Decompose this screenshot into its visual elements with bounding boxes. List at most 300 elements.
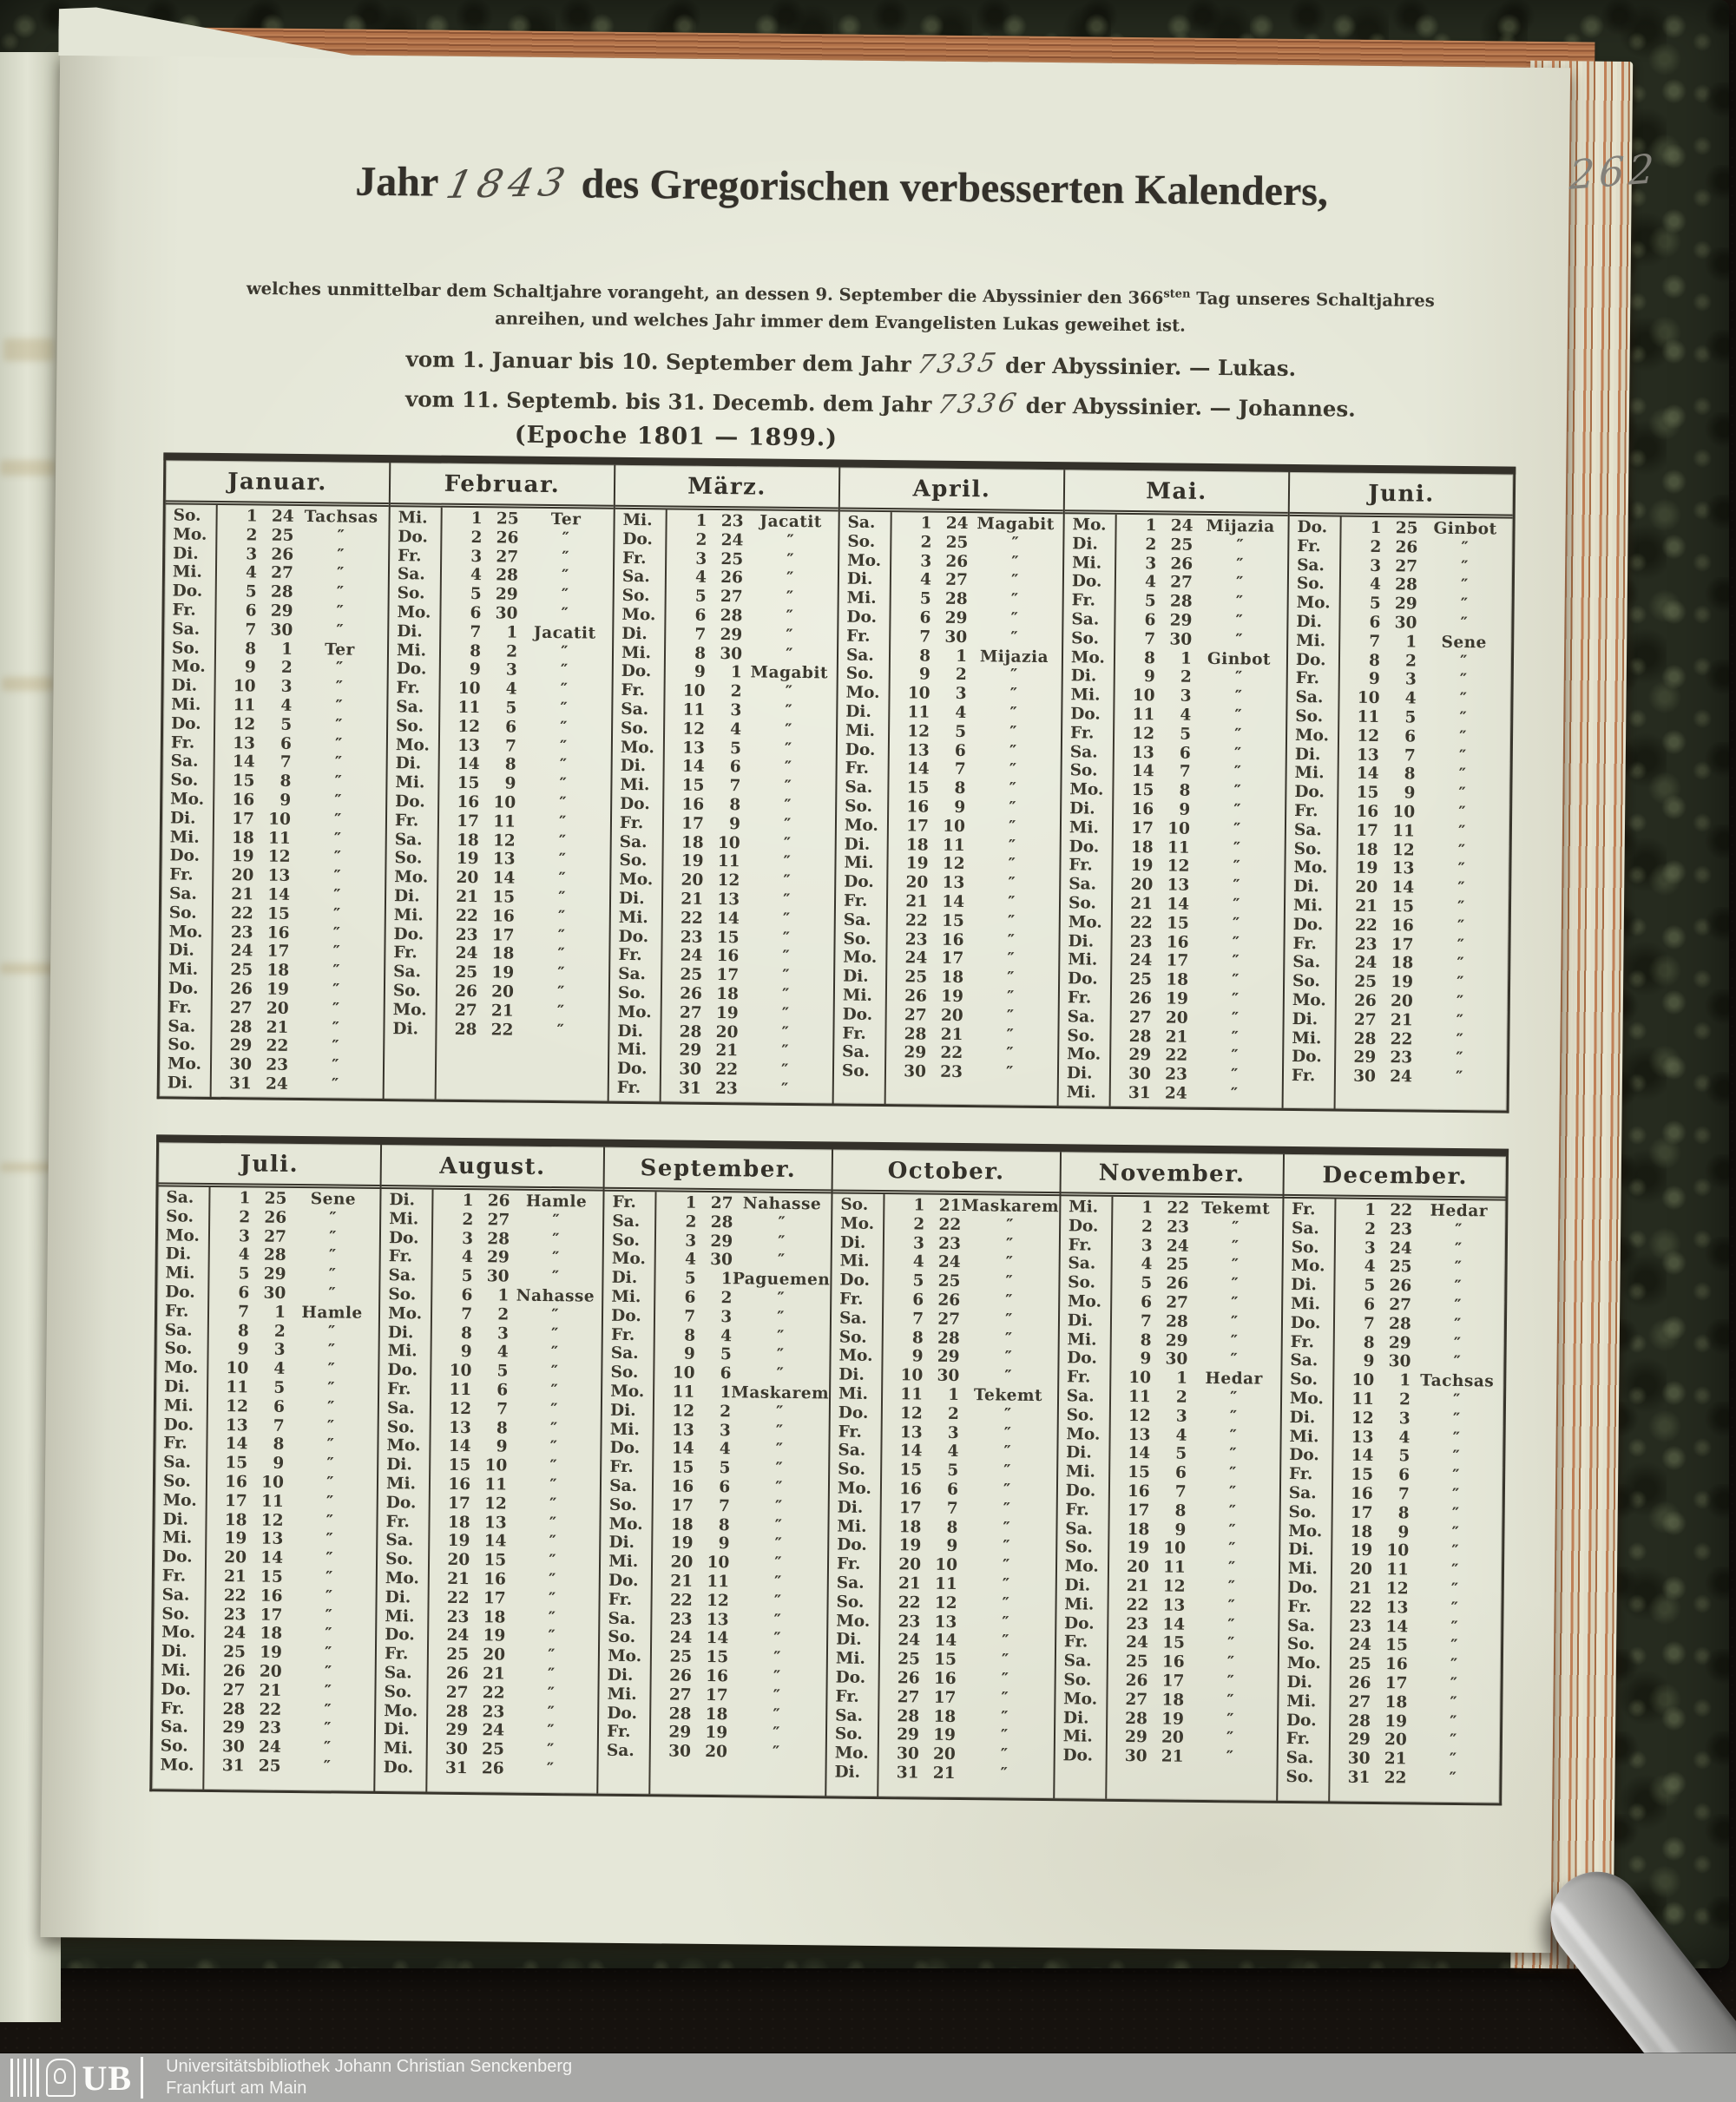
abyssinian-day: 7	[1404, 746, 1416, 765]
weekday-abbreviation: So.	[836, 1593, 865, 1612]
abyssinian-month-label: ″	[547, 1665, 556, 1685]
day-row	[1055, 1690, 1277, 1711]
day-row	[380, 1304, 602, 1325]
abyssinian-month-label: ″	[1230, 1313, 1239, 1332]
gregorian-day: 22	[904, 911, 928, 930]
weekday-abbreviation: Di.	[387, 1323, 414, 1342]
day-row	[380, 1285, 602, 1306]
day-row	[1058, 1481, 1279, 1502]
abyssinian-month-label: ″	[324, 1663, 332, 1682]
day-row	[1284, 1048, 1507, 1068]
day-row	[378, 1569, 599, 1590]
abyssinian-month-label: ″	[1234, 687, 1243, 706]
abyssinian-month-label: ″	[332, 1037, 340, 1056]
day-row	[600, 1609, 826, 1631]
abyssinian-month-label: Hamle	[301, 1303, 363, 1323]
abyssinian-day: 17	[933, 1688, 957, 1707]
weekday-abbreviation: Mi.	[161, 1661, 191, 1680]
abyssinian-day: 1	[720, 1383, 732, 1402]
abyssinian-day: 14	[483, 1532, 507, 1551]
gregorian-day: 17	[457, 811, 480, 831]
gregorian-day: 11	[1357, 707, 1380, 726]
day-row	[615, 548, 838, 569]
gregorian-day: 3	[1370, 556, 1382, 575]
weekday-abbreviation: Sa.	[397, 565, 425, 584]
day-row	[1060, 1255, 1281, 1276]
abyssinian-month-label: ″	[783, 815, 792, 834]
abyssinian-day: 15	[716, 928, 740, 947]
day-row	[830, 1461, 1056, 1482]
abyssinian-month-label: Ter	[325, 640, 355, 660]
abyssinian-day: 15	[1391, 897, 1415, 916]
gregorian-day: 21	[447, 1569, 470, 1589]
abyssinian-day: 2	[273, 1322, 286, 1341]
abyssinian-month-label: ″	[549, 1476, 558, 1495]
abyssinian-day: 22	[1390, 1201, 1413, 1220]
gregorian-day: 17	[671, 1496, 694, 1515]
weekday-abbreviation: Sa.	[168, 1016, 196, 1036]
gregorian-day: 15	[1356, 783, 1379, 803]
weekday-abbreviation: Fr.	[621, 681, 645, 700]
abyssinian-month-label: ″	[1457, 879, 1466, 898]
day-row	[827, 1725, 1054, 1747]
abyssinian-day: 27	[271, 564, 294, 583]
abyssinian-month-label: ″	[560, 661, 569, 680]
gregorian-day: 21	[1355, 897, 1378, 916]
abyssinian-day: 13	[1385, 1598, 1409, 1618]
abyssinian-month-label: ″	[1461, 538, 1470, 557]
abyssinian-month-label: ″	[326, 1511, 334, 1530]
day-row	[1059, 1083, 1282, 1104]
abyssinian-month-label: ″	[1449, 1731, 1457, 1751]
weekday-abbreviation: Sa.	[621, 568, 650, 587]
abyssinian-day: 7	[954, 760, 966, 779]
abyssinian-day: 12	[1385, 1580, 1409, 1599]
weekday-abbreviation: Do.	[385, 1626, 415, 1645]
gregorian-day: 30	[1353, 1067, 1377, 1087]
day-row	[1061, 1198, 1282, 1219]
day-row	[839, 570, 1062, 591]
abyssinian-month-label: ″	[1454, 1239, 1463, 1258]
gregorian-day: 20	[681, 870, 704, 890]
abyssinian-month-label: ″	[336, 564, 345, 583]
weekday-abbreviation: Mo.	[1292, 990, 1326, 1010]
day-row	[614, 606, 837, 627]
weekday-abbreviation: Di.	[617, 1021, 644, 1041]
weekday-abbreviation: Sa.	[396, 698, 424, 717]
abyssinian-day: 7	[718, 1496, 731, 1515]
weekday-abbreviation: Mi.	[162, 1528, 193, 1548]
abyssinian-month-label: ″	[1233, 877, 1241, 896]
weekday-abbreviation: Fr.	[163, 1434, 187, 1454]
abyssinian-day: 8	[1404, 765, 1416, 784]
weekday-abbreviation: Di.	[1064, 1576, 1091, 1595]
abyssinian-month-label: ″	[1226, 1729, 1234, 1748]
day-row	[1284, 1028, 1507, 1049]
abyssinian-month-label: ″	[1231, 1008, 1240, 1028]
day-row	[830, 1498, 1056, 1520]
abyssinian-day: 14	[716, 909, 740, 929]
abyssinian-day: 6	[946, 1480, 959, 1499]
gregorian-day: 1	[920, 514, 932, 533]
gregorian-day: 13	[907, 740, 930, 760]
abyssinian-month-label: ″	[1011, 553, 1020, 572]
gregorian-day: 23	[898, 1612, 921, 1632]
weekday-abbreviation: Mo.	[167, 1054, 202, 1074]
abyssinian-day: 3	[947, 1423, 959, 1442]
day-row	[385, 1001, 608, 1021]
abyssinian-month-label: ″	[784, 777, 792, 797]
abyssinian-month-label: ″	[326, 1474, 335, 1493]
abyssinian-day: 19	[941, 987, 964, 1006]
abyssinian-day: 13	[717, 890, 740, 910]
day-row	[160, 1036, 383, 1057]
gregorian-day: 21	[1349, 1579, 1372, 1598]
weekday-abbreviation: Mi.	[385, 1606, 415, 1626]
abyssinian-day: 5	[1180, 725, 1192, 744]
abyssinian-month-label: ″	[333, 829, 342, 849]
gregorian-day: 3	[1141, 1236, 1153, 1255]
abyssinian-month-label: ″	[1233, 838, 1241, 857]
day-row	[387, 831, 610, 851]
weekday-abbreviation: Sa.	[172, 620, 201, 639]
day-row	[376, 1701, 597, 1722]
day-row	[1288, 613, 1511, 634]
abyssinian-day: 26	[945, 552, 969, 571]
gregorian-day: 3	[246, 544, 258, 564]
abyssinian-day: 23	[259, 1718, 282, 1738]
weekday-abbreviation: Mo.	[1286, 1654, 1321, 1673]
gregorian-day: 13	[672, 1421, 694, 1440]
abyssinian-month-label: ″	[782, 966, 791, 986]
day-row	[1059, 1368, 1280, 1389]
library-name-line1: Universitätsbibliothek Johann Christian Senckenberg	[166, 2057, 573, 2076]
day-row	[386, 887, 609, 908]
weekday-abbreviation: Di.	[1293, 877, 1319, 897]
day-row	[389, 622, 612, 643]
gregorian-day: 16	[225, 1473, 248, 1492]
weekday-abbreviation: So.	[397, 584, 425, 603]
abyssinian-day: 7	[729, 777, 741, 796]
day-row	[838, 740, 1061, 761]
abyssinian-month-label: ″	[548, 1646, 556, 1665]
weekday-abbreviation: Fr.	[1288, 1465, 1313, 1484]
day-row	[164, 639, 387, 660]
day-row	[1061, 894, 1284, 915]
day-row	[600, 1647, 826, 1669]
abyssinian-month-label: ″	[547, 1684, 556, 1703]
weekday-abbreviation: Do.	[172, 581, 203, 601]
abyssinian-day: 6	[954, 741, 966, 760]
day-row	[1281, 1446, 1503, 1467]
abyssinian-month-label: ″	[1229, 1426, 1238, 1445]
weekday-abbreviation: Di.	[161, 1642, 187, 1661]
day-row	[612, 776, 835, 797]
abyssinian-month-label: ″	[334, 734, 343, 754]
abyssinian-day: 14	[1385, 1617, 1409, 1636]
abyssinian-month-label: ″	[324, 1700, 332, 1719]
abyssinian-month-label: ″	[1011, 534, 1020, 553]
abyssinian-month-label: ″	[1007, 912, 1016, 931]
day-row	[615, 587, 838, 608]
abyssinian-day: 20	[483, 1645, 506, 1665]
weekday-abbreviation: Mo.	[1294, 726, 1330, 746]
abyssinian-month-label: ″	[547, 1703, 556, 1722]
abyssinian-month-label: ″	[780, 1061, 789, 1081]
gregorian-day: 19	[898, 1536, 922, 1555]
weekday-abbreviation: Mo.	[836, 1612, 871, 1631]
abyssinian-month-label: ″	[1235, 593, 1244, 612]
weekday-abbreviation: Mo.	[168, 922, 203, 942]
abyssinian-month-label: ″	[1236, 536, 1245, 555]
abyssinian-month-label: ″	[549, 1570, 556, 1590]
abyssinian-day: 23	[940, 1062, 963, 1082]
gregorian-day: 24	[680, 946, 703, 966]
abyssinian-month-label: ″	[562, 529, 570, 548]
abyssinian-day: 1	[506, 623, 518, 642]
weekday-abbreviation: Do.	[1069, 837, 1100, 857]
gregorian-day: 6	[1144, 611, 1156, 630]
weekday-abbreviation: Mi.	[1072, 553, 1102, 573]
abyssinian-month-label: ″	[1232, 933, 1240, 952]
gregorian-day: 11	[907, 703, 930, 722]
weekday-abbreviation: Mo.	[845, 683, 880, 703]
gregorian-day: 30	[445, 1739, 469, 1759]
weekday-abbreviation: Sa.	[1287, 1616, 1316, 1635]
abyssinian-month-label: ″	[775, 1422, 784, 1441]
gregorian-day: 10	[1357, 688, 1380, 708]
abyssinian-day: 8	[496, 1418, 508, 1438]
day-row	[1285, 991, 1508, 1012]
day-row	[1062, 780, 1285, 801]
abyssinian-day: 21	[259, 1681, 282, 1700]
abyssinian-month-label: ″	[777, 1308, 786, 1327]
gregorian-day: 15	[1128, 1463, 1151, 1482]
abyssinian-month-label: ″	[1451, 1523, 1460, 1542]
day-row	[614, 643, 837, 664]
day-row	[390, 584, 613, 605]
abyssinian-day: 7	[496, 1400, 509, 1419]
abyssinian-month-label: ″	[1009, 666, 1018, 686]
gregorian-day: 22	[898, 1593, 921, 1613]
weekday-abbreviation: Do.	[622, 529, 654, 549]
weekday-abbreviation: So.	[164, 1339, 193, 1359]
abyssinian-day: 18	[716, 984, 740, 1004]
gregorian-day: 5	[694, 587, 707, 607]
day-row	[604, 1231, 831, 1252]
day-row	[387, 811, 610, 832]
day-row	[377, 1645, 598, 1665]
weekday-abbreviation: Di.	[1067, 1311, 1094, 1330]
day-row	[1064, 591, 1287, 612]
weekday-abbreviation: Di.	[385, 1587, 411, 1607]
weekday-abbreviation: Di.	[1289, 1408, 1316, 1428]
abyssinian-month-label: ″	[324, 1682, 332, 1701]
abyssinian-day: 6	[719, 1478, 731, 1497]
abyssinian-day: 19	[933, 1726, 957, 1745]
abyssinian-day: 18	[1391, 954, 1414, 973]
weekday-abbreviation: Mi.	[617, 1041, 648, 1060]
day-row	[1055, 1746, 1276, 1767]
abyssinian-day: 19	[705, 1724, 728, 1743]
day-row	[155, 1510, 376, 1531]
abyssinian-month-label: ″	[1455, 1068, 1463, 1087]
day-row	[1062, 743, 1286, 764]
weekday-abbreviation: Do.	[1295, 650, 1326, 669]
abyssinian-month-label: ″	[560, 700, 569, 719]
gregorian-day: 2	[1364, 1219, 1377, 1238]
day-row	[155, 1586, 376, 1606]
abyssinian-month-label: Nahasse	[516, 1286, 595, 1306]
gregorian-day: 30	[1124, 1747, 1147, 1766]
abyssinian-month-label: ″	[1233, 896, 1241, 915]
abyssinian-day: 24	[937, 1253, 961, 1272]
abyssinian-day: 14	[934, 1632, 957, 1651]
day-row	[1279, 1673, 1500, 1694]
abyssinian-day: 22	[938, 1215, 962, 1234]
gregorian-day: 7	[238, 1303, 250, 1322]
day-row	[154, 1661, 375, 1682]
abyssinian-month-label: ″	[1230, 1331, 1239, 1350]
day-row	[1055, 1709, 1277, 1730]
month-column	[383, 463, 615, 1101]
gregorian-day: 8	[470, 641, 482, 660]
abyssinian-month-label: ″	[774, 1516, 783, 1535]
weekday-abbreviation: Di.	[397, 621, 423, 641]
day-row	[1056, 1614, 1278, 1635]
gregorian-day: 28	[1353, 1029, 1377, 1048]
day-row	[832, 1252, 1059, 1274]
abyssinian-month-label: ″	[1454, 1258, 1463, 1278]
gregorian-day: 4	[245, 563, 258, 582]
gregorian-day: 3	[238, 1226, 251, 1246]
weekday-abbreviation: So.	[619, 851, 648, 870]
weekday-abbreviation: Mi.	[1290, 1294, 1321, 1314]
month-column	[1053, 1152, 1283, 1801]
title-rest: des Gregorischen verbesserten Kalenders,	[581, 161, 1329, 215]
day-row	[1285, 1010, 1508, 1031]
gregorian-day: 25	[1125, 1652, 1148, 1672]
abyssinian-day: 30	[495, 604, 518, 623]
gregorian-day: 9	[911, 1347, 924, 1366]
abyssinian-day: 2	[730, 682, 742, 701]
day-row	[162, 809, 385, 830]
abyssinian-month-label: ″	[1452, 1467, 1461, 1486]
abyssinian-month-label: ″	[1233, 820, 1241, 839]
weekday-abbreviation: Fr.	[839, 1290, 864, 1309]
weekday-abbreviation: Di.	[1062, 1708, 1089, 1728]
gregorian-day: 16	[1131, 799, 1154, 819]
gregorian-day: 15	[681, 776, 705, 796]
gregorian-day: 24	[230, 942, 253, 961]
day-row	[1057, 1501, 1279, 1521]
weekday-abbreviation: Mi.	[844, 853, 874, 873]
abyssinian-day: 18	[483, 1607, 506, 1627]
day-row	[1281, 1465, 1503, 1486]
gregorian-day: 11	[1132, 706, 1155, 725]
gregorian-day: 5	[1364, 1277, 1376, 1296]
abyssinian-month-label: ″	[785, 701, 793, 720]
day-row	[381, 1210, 602, 1231]
abyssinian-day: 23	[1390, 1219, 1413, 1239]
gregorian-day: 25	[230, 961, 253, 980]
abyssinian-day: 19	[1166, 989, 1188, 1008]
abyssinian-month-label: ″	[1006, 1216, 1015, 1235]
gregorian-day: 21	[1130, 894, 1154, 914]
gregorian-day: 28	[1125, 1709, 1148, 1728]
abyssinian-month-label: ″	[1450, 1693, 1458, 1712]
weekday-abbreviation: Do.	[1071, 572, 1102, 592]
abyssinian-day: 4	[720, 1326, 733, 1345]
abyssinian-day: 29	[270, 601, 293, 621]
day-row	[601, 1572, 827, 1593]
abyssinian-month-label: ″	[1231, 990, 1240, 1009]
weekday-abbreviation: Di.	[393, 887, 420, 906]
abyssinian-day: 17	[491, 925, 515, 945]
weekday-abbreviation: Di.	[618, 889, 645, 909]
library-name	[166, 2056, 572, 2099]
abyssinian-month-label: ″	[1006, 988, 1015, 1007]
abyssinian-day: 2	[280, 659, 293, 678]
gregorian-day: 20	[456, 869, 479, 888]
abyssinian-month-label: ″	[784, 796, 792, 815]
day-row	[379, 1418, 601, 1439]
day-row	[829, 1517, 1055, 1539]
weekday-abbreviation: Sa.	[1290, 1351, 1318, 1370]
gregorian-day: 12	[1132, 724, 1155, 744]
abyssinian-day: 16	[1166, 932, 1189, 952]
gregorian-day: 1	[1370, 518, 1382, 538]
abyssinian-month-label: ″	[333, 867, 342, 886]
day-row	[839, 513, 1062, 534]
day-row	[1062, 705, 1286, 726]
day-row	[1285, 953, 1508, 974]
abyssinian-day: 11	[267, 829, 291, 848]
gregorian-day: 26	[222, 1662, 246, 1681]
abyssinian-day: 21	[1390, 1010, 1413, 1030]
day-row	[603, 1288, 830, 1310]
abyssinian-day: 28	[1395, 575, 1417, 594]
weekday-abbreviation: Do.	[396, 660, 427, 679]
abyssinian-day: 25	[258, 1757, 281, 1776]
abyssinian-day: 27	[937, 1310, 961, 1329]
month-name: Mai.	[1065, 470, 1289, 516]
weekday-abbreviation: Fr.	[1294, 801, 1318, 821]
weekday-abbreviation: Mi.	[846, 588, 877, 608]
gregorian-day: 23	[1354, 935, 1378, 954]
abyssinian-month-label: ″	[557, 926, 566, 945]
gregorian-day: 19	[681, 851, 704, 871]
weekday-abbreviation: Mo.	[1072, 516, 1107, 535]
day-row	[1281, 1484, 1503, 1505]
weekday-abbreviation: Sa.	[384, 1663, 412, 1683]
abyssinian-month-label: ″	[549, 1438, 558, 1457]
day-row	[387, 773, 610, 794]
gregorian-day: 20	[224, 1548, 247, 1567]
abyssinian-month-label: ″	[1456, 1049, 1464, 1068]
abyssinian-month-label: ″	[334, 753, 343, 772]
abyssinian-day: 20	[1384, 1731, 1407, 1750]
weekday-abbreviation: Di.	[607, 1665, 634, 1685]
weekday-abbreviation: Mi.	[607, 1685, 637, 1704]
day-row	[1056, 1595, 1278, 1616]
day-row	[604, 1212, 831, 1233]
day-row	[376, 1683, 597, 1704]
abyssinian-month-label: ″	[1003, 1462, 1012, 1481]
abyssinian-day: 30	[720, 644, 743, 663]
abyssinian-month-label: ″	[556, 1002, 565, 1021]
abyssinian-month-label: ″	[556, 1021, 565, 1040]
